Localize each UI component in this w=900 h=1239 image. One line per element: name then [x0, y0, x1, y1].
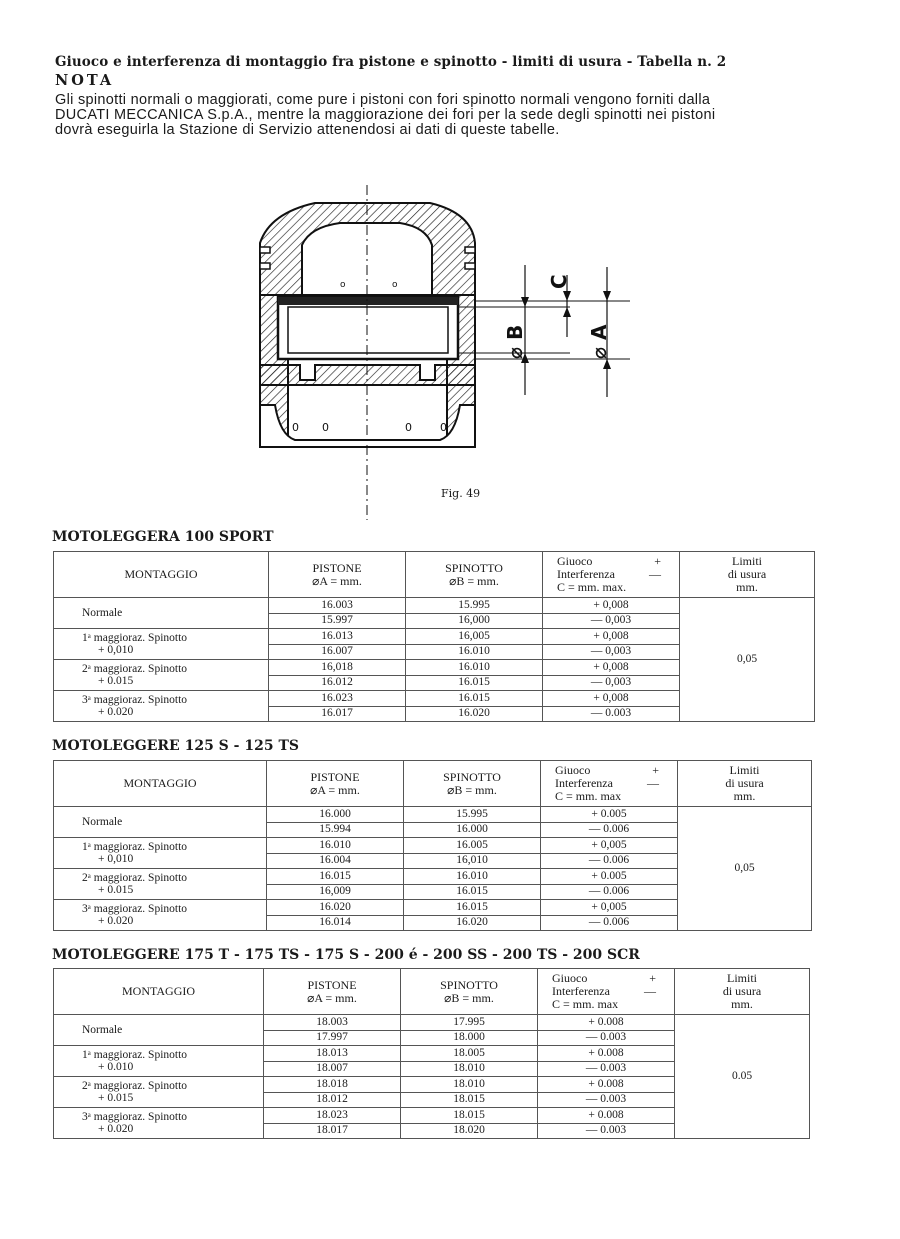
nota-line: dovrà eseguirla la Stazione di Servizio attenendosi ai dati di queste tabelle.: [55, 122, 560, 138]
nota-line: Gli spinotti normali o maggiorati, come pure i pistoni con fori spinotto normali vengono forniti dalla: [55, 92, 711, 108]
montaggio-oversize: + 0.020: [98, 915, 134, 927]
montaggio-oversize: + 0.010: [98, 1061, 134, 1073]
pistone-cell: 16,018: [269, 660, 406, 676]
page-title: Giuoco e interferenza di montaggio fra pistone e spinotto - limiti di usura - Tabella n. 2: [55, 54, 727, 70]
svg-text:0: 0: [292, 421, 299, 434]
pistone-cell: 16.015: [267, 869, 404, 885]
montaggio-label: Normale: [82, 607, 123, 619]
spinotto-cell: 18.015: [401, 1108, 538, 1124]
svg-text:o: o: [340, 280, 346, 290]
spec-table: [53, 551, 815, 722]
giuoco-cell: — 0.003: [538, 1092, 675, 1108]
header-giuoco-sign: +: [654, 554, 661, 568]
figure-caption: Fig. 49: [441, 487, 481, 500]
pistone-cell: 15.997: [269, 613, 406, 629]
header-giuoco: [543, 552, 680, 598]
montaggio-label: 2ᵃ maggioraz. Spinotto: [82, 663, 188, 675]
pistone-cell: 15.994: [267, 822, 404, 838]
pistone-cell: 16.000: [267, 807, 404, 823]
header-montaggio: [54, 969, 264, 1015]
montaggio-oversize: + 0.015: [98, 1092, 134, 1104]
giuoco-cell: + 0.005: [541, 869, 678, 885]
label-b: ⌀ B: [503, 324, 527, 359]
header-montaggio: [54, 552, 269, 598]
spinotto-cell: 16.010: [406, 660, 543, 676]
header-montaggio: [54, 761, 267, 807]
montaggio-oversize: + 0,010: [98, 644, 134, 656]
spinotto-cell: 16.010: [406, 644, 543, 660]
pistone-cell: 18.012: [264, 1092, 401, 1108]
header-interferenza-label: Interferenza: [557, 567, 615, 581]
montaggio-oversize: + 0.015: [98, 884, 134, 896]
spinotto-cell: 18.005: [401, 1046, 538, 1062]
label-a: ⌀ A: [587, 324, 611, 359]
spinotto-cell: 15.995: [404, 807, 541, 823]
spinotto-cell: 18.015: [401, 1092, 538, 1108]
giuoco-cell: + 0,005: [541, 900, 678, 916]
spinotto-cell: 18.000: [401, 1030, 538, 1046]
montaggio-cell: [54, 807, 267, 838]
spinotto-cell: 16.000: [404, 822, 541, 838]
header-giuoco-sign: +: [652, 763, 659, 777]
giuoco-cell: + 0,008: [543, 598, 680, 614]
giuoco-cell: + 0,008: [543, 629, 680, 645]
spinotto-cell: 16,005: [406, 629, 543, 645]
pistone-cell: 16.004: [267, 853, 404, 869]
piston-diagram: [240, 185, 650, 525]
header-spinotto-sub: ⌀B = mm.: [449, 573, 499, 588]
spinotto-cell: 16.015: [406, 691, 543, 707]
header-pistone: [267, 761, 404, 807]
header-interferenza-label: Interferenza: [555, 776, 613, 790]
header-spinotto: [401, 969, 538, 1015]
spinotto-cell: 18.010: [401, 1061, 538, 1077]
limit-cell: 0,05: [680, 598, 815, 722]
header-limiti-label: Limiti: [729, 763, 760, 777]
montaggio-cell: [54, 660, 269, 691]
header-spinotto: [404, 761, 541, 807]
montaggio-label: 2ᵃ maggioraz. Spinotto: [82, 872, 188, 884]
giuoco-cell: — 0.006: [541, 915, 678, 931]
table-header-row: [54, 761, 812, 807]
header-montaggio-label: MONTAGGIO: [124, 567, 198, 581]
header-limiti-label: Limiti: [732, 554, 762, 568]
giuoco-cell: — 0.006: [541, 822, 678, 838]
limit-cell: 0,05: [678, 807, 812, 931]
header-limiti-3: mm.: [733, 789, 756, 803]
spec-table: [53, 760, 812, 931]
header-pistone-sub: ⌀A = mm.: [307, 990, 357, 1005]
header-interferenza-sign: —: [649, 567, 661, 581]
nota-text: [55, 93, 825, 138]
pistone-cell: 18.023: [264, 1108, 401, 1124]
header-limiti-2: di usura: [722, 984, 762, 998]
pistone-cell: 18.013: [264, 1046, 401, 1062]
svg-text:0: 0: [322, 421, 329, 434]
table-title: MOTOLEGGERE 125 S - 125 TS: [52, 738, 299, 754]
montaggio-label: 3ᵃ maggioraz. Spinotto: [82, 1111, 188, 1123]
pistone-cell: 18.018: [264, 1077, 401, 1093]
nota-heading: NOTA: [55, 72, 115, 89]
header-pistone-sub: ⌀A = mm.: [312, 573, 362, 588]
spinotto-cell: 16.010: [404, 869, 541, 885]
piston-diagram-svg: [240, 185, 650, 525]
table-header-row: [54, 552, 815, 598]
giuoco-cell: + 0.008: [538, 1108, 675, 1124]
pistone-cell: 18.017: [264, 1123, 401, 1139]
header-limiti: [680, 552, 815, 598]
pistone-cell: 16.014: [267, 915, 404, 931]
header-c-label: C = mm. max: [552, 997, 619, 1011]
giuoco-cell: — 0.003: [538, 1123, 675, 1139]
header-limiti-3: mm.: [731, 997, 753, 1011]
montaggio-cell: [54, 629, 269, 660]
table-title: MOTOLEGGERA 100 SPORT: [52, 529, 274, 545]
montaggio-cell: [54, 838, 267, 869]
spinotto-cell: 16.015: [404, 900, 541, 916]
label-c: C: [547, 274, 571, 289]
spec-table: [53, 968, 810, 1139]
spinotto-cell: 18.020: [401, 1123, 538, 1139]
header-limiti: [678, 761, 812, 807]
giuoco-cell: — 0,003: [543, 613, 680, 629]
pistone-cell: 18.003: [264, 1015, 401, 1031]
header-c-label: C = mm. max.: [557, 580, 627, 594]
header-pistone: [269, 552, 406, 598]
header-spinotto: [406, 552, 543, 598]
header-spinotto-label: SPINOTTO: [443, 769, 501, 784]
pistone-cell: 16.003: [269, 598, 406, 614]
header-limiti-label: Limiti: [727, 971, 757, 985]
nota-line: DUCATI MECCANICA S.p.A., mentre la maggiorazione dei fori per la sede degli spinotti nei pistoni: [55, 107, 716, 123]
giuoco-cell: + 0.008: [538, 1077, 675, 1093]
montaggio-cell: [54, 1046, 264, 1077]
montaggio-cell: [54, 900, 267, 931]
header-spinotto-label: SPINOTTO: [445, 560, 503, 575]
montaggio-cell: [54, 1108, 264, 1139]
giuoco-cell: + 0.008: [538, 1015, 675, 1031]
header-limiti-2: di usura: [727, 567, 767, 581]
pistone-cell: 16.013: [269, 629, 406, 645]
giuoco-cell: + 0,008: [543, 660, 680, 676]
pistone-cell: 16.012: [269, 675, 406, 691]
spinotto-cell: 16.020: [404, 915, 541, 931]
pistone-cell: 17.997: [264, 1030, 401, 1046]
giuoco-cell: — 0.006: [541, 884, 678, 900]
header-interferenza-sign: —: [644, 984, 656, 998]
header-pistone-label: PISTONE: [312, 560, 362, 575]
pistone-cell: 18.007: [264, 1061, 401, 1077]
giuoco-cell: — 0.003: [538, 1030, 675, 1046]
header-spinotto-sub: ⌀B = mm.: [444, 990, 494, 1005]
montaggio-label: 1ᵃ maggioraz. Spinotto: [82, 632, 188, 644]
montaggio-oversize: + 0.020: [98, 1123, 134, 1135]
spinotto-cell: 16.005: [404, 838, 541, 854]
spinotto-cell: 16,000: [406, 613, 543, 629]
pistone-cell: 16.020: [267, 900, 404, 916]
pistone-cell: 16.007: [269, 644, 406, 660]
pistone-cell: 16.017: [269, 706, 406, 722]
header-giuoco-sign: +: [649, 971, 656, 985]
header-pistone-label: PISTONE: [307, 977, 357, 992]
montaggio-oversize: + 0.015: [98, 675, 134, 687]
svg-text:0: 0: [440, 421, 447, 434]
spinotto-cell: 16,010: [404, 853, 541, 869]
svg-text:0: 0: [405, 421, 412, 434]
header-pistone-label: PISTONE: [310, 769, 360, 784]
table-header-row: [54, 969, 810, 1015]
header-giuoco-label: Giuoco: [557, 554, 593, 568]
header-interferenza-sign: —: [647, 776, 659, 790]
header-montaggio-label: MONTAGGIO: [121, 984, 196, 998]
montaggio-oversize: + 0.020: [98, 706, 134, 718]
montaggio-label: 2ᵃ maggioraz. Spinotto: [82, 1080, 188, 1092]
table-row: [54, 598, 815, 614]
montaggio-label: 3ᵃ maggioraz. Spinotto: [82, 903, 188, 915]
montaggio-label: 1ᵃ maggioraz. Spinotto: [82, 841, 188, 853]
header-limiti-2: di usura: [725, 776, 764, 790]
giuoco-cell: + 0.008: [538, 1046, 675, 1062]
giuoco-cell: + 0.005: [541, 807, 678, 823]
svg-text:o: o: [392, 280, 398, 290]
giuoco-cell: — 0.003: [538, 1061, 675, 1077]
header-giuoco: [541, 761, 678, 807]
spinotto-cell: 16.015: [406, 675, 543, 691]
giuoco-cell: — 0.003: [543, 706, 680, 722]
pistone-cell: 16.023: [269, 691, 406, 707]
giuoco-cell: + 0,005: [541, 838, 678, 854]
header-spinotto-sub: ⌀B = mm.: [447, 782, 497, 797]
header-pistone-sub: ⌀A = mm.: [310, 782, 360, 797]
table-row: [54, 807, 812, 823]
header-c-label: C = mm. max: [555, 789, 622, 803]
montaggio-label: Normale: [82, 1024, 123, 1036]
pistone-cell: 16,009: [267, 884, 404, 900]
spinotto-cell: 16.015: [404, 884, 541, 900]
montaggio-cell: [54, 1015, 264, 1046]
header-montaggio-label: MONTAGGIO: [123, 776, 197, 790]
montaggio-cell: [54, 869, 267, 900]
montaggio-label: Normale: [82, 816, 123, 828]
montaggio-label: 3ᵃ maggioraz. Spinotto: [82, 694, 188, 706]
header-spinotto-label: SPINOTTO: [440, 977, 498, 992]
giuoco-cell: — 0,003: [543, 644, 680, 660]
header-limiti-3: mm.: [736, 580, 758, 594]
spinotto-cell: 18.010: [401, 1077, 538, 1093]
header-giuoco: [538, 969, 675, 1015]
header-giuoco-label: Giuoco: [555, 763, 591, 777]
header-pistone: [264, 969, 401, 1015]
giuoco-cell: — 0.006: [541, 853, 678, 869]
montaggio-label: 1ᵃ maggioraz. Spinotto: [82, 1049, 188, 1061]
table-title: MOTOLEGGERE 175 T - 175 TS - 175 S - 200 é - 200 SS - 200 TS - 200 SCR: [52, 947, 640, 963]
pistone-cell: 16.010: [267, 838, 404, 854]
spinotto-cell: 15.995: [406, 598, 543, 614]
montaggio-cell: [54, 1077, 264, 1108]
giuoco-cell: + 0,008: [543, 691, 680, 707]
montaggio-cell: [54, 598, 269, 629]
table-row: [54, 1015, 810, 1031]
spinotto-cell: 17.995: [401, 1015, 538, 1031]
header-limiti: [675, 969, 810, 1015]
header-giuoco-label: Giuoco: [552, 971, 588, 985]
header-interferenza-label: Interferenza: [552, 984, 610, 998]
limit-cell: 0.05: [675, 1015, 810, 1139]
montaggio-cell: [54, 691, 269, 722]
montaggio-oversize: + 0,010: [98, 853, 134, 865]
spinotto-cell: 16.020: [406, 706, 543, 722]
giuoco-cell: — 0,003: [543, 675, 680, 691]
